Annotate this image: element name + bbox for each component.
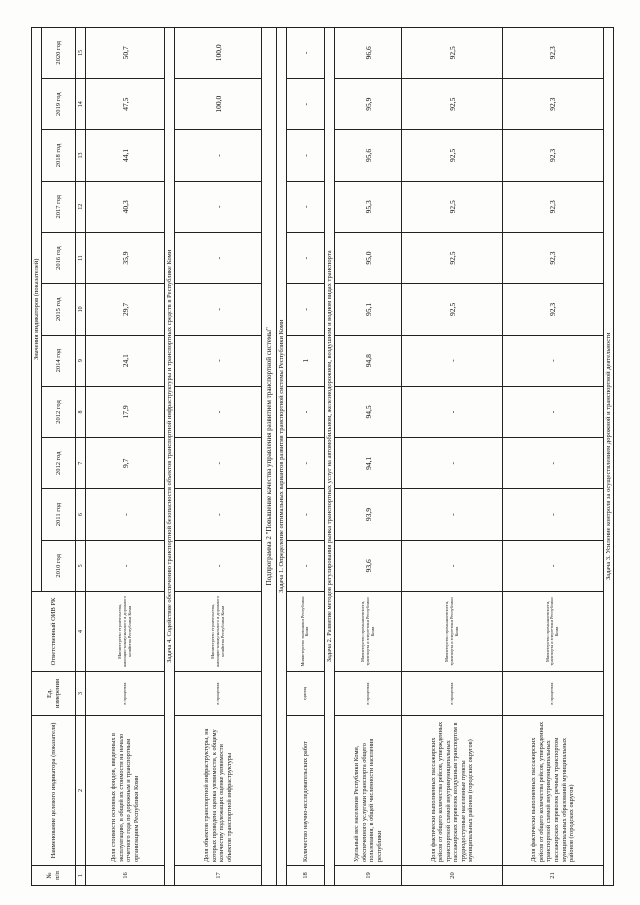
column-number: 12 — [76, 181, 86, 232]
value-cell: - — [402, 386, 503, 437]
row-number: 16 — [86, 866, 164, 886]
value-cell: - — [286, 232, 324, 283]
value-cell: 29,7 — [86, 284, 164, 335]
column-number: 9 — [76, 335, 86, 386]
indicator-name: Доля стоимости основных фондов, введенных в эксплуатацию, в общей их стоимости на начало отчетного года по дорожным и транспортным организациям Республики Коми — [86, 716, 164, 866]
value-cell: - — [174, 232, 261, 283]
unit-cell: единиц — [286, 672, 324, 716]
value-cell: 44,1 — [86, 130, 164, 181]
value-cell: 92,3 — [503, 232, 604, 283]
row-number: 18 — [286, 866, 324, 886]
column-number: 7 — [76, 438, 86, 489]
table-row — [335, 27, 402, 885]
header-unit: Ед. измерения — [32, 672, 76, 716]
value-cell: 95,1 — [335, 284, 402, 335]
value-cell: 94,5 — [335, 386, 402, 437]
unit-cell: в процентах — [402, 672, 503, 716]
value-cell: - — [286, 284, 324, 335]
value-cell: 47,5 — [86, 79, 164, 130]
value-cell: - — [286, 130, 324, 181]
header-year: 2012 год — [42, 386, 76, 437]
column-number: 5 — [76, 540, 86, 591]
task-row — [603, 27, 613, 885]
value-cell: - — [174, 438, 261, 489]
value-cell: 92,3 — [503, 181, 604, 232]
value-cell: 92,5 — [402, 232, 503, 283]
column-number: 11 — [76, 232, 86, 283]
rotated-table-container — [31, 28, 614, 886]
value-cell: - — [174, 335, 261, 386]
value-cell: 95,0 — [335, 232, 402, 283]
value-cell: 93,9 — [335, 489, 402, 540]
value-cell: 100,0 — [174, 79, 261, 130]
table-row — [402, 27, 503, 885]
task-heading: Задача 4. Содействие обеспечению транспортной безопасности объектов транспортной инфраструктуры и транспортных средств в Республике Коми — [164, 27, 174, 885]
value-cell: 92,5 — [402, 284, 503, 335]
indicators-table — [31, 27, 614, 886]
unit-cell: в процентах — [86, 672, 164, 716]
header-year: 2010 год — [42, 540, 76, 591]
value-cell: - — [286, 438, 324, 489]
value-cell: - — [286, 386, 324, 437]
table-row — [174, 27, 261, 885]
table-row — [86, 27, 164, 885]
value-cell: 95,3 — [335, 181, 402, 232]
value-cell: - — [286, 27, 324, 78]
value-cell: 93,6 — [335, 540, 402, 591]
task-heading: Задача 3. Усиление контроля за осуществлением дорожной и транспортной деятельности — [603, 27, 613, 885]
column-number: 3 — [76, 672, 86, 716]
header-year: 2019 год — [42, 79, 76, 130]
task-row — [164, 27, 174, 885]
header-no: № п/п — [32, 866, 76, 886]
task-heading: Задача 1. Определение оптимальных вариантов развития транспортной системы Республики Коми — [276, 27, 286, 885]
value-cell: 40,3 — [86, 181, 164, 232]
value-cell: - — [402, 489, 503, 540]
header-year: 2011 год — [42, 489, 76, 540]
responsible-body: Министерство промышленности, транспорта и энергетики Республики Коми — [503, 592, 604, 672]
header-year: 2014 год — [42, 335, 76, 386]
row-number: 19 — [335, 866, 402, 886]
responsible-body: Министерство экономики Республики Коми — [286, 592, 324, 672]
row-number: 20 — [402, 866, 503, 886]
value-cell: 95,9 — [335, 79, 402, 130]
column-number: 8 — [76, 386, 86, 437]
column-number: 6 — [76, 489, 86, 540]
value-cell: - — [402, 438, 503, 489]
value-cell: - — [503, 386, 604, 437]
indicator-name: Доля фактически выполненных пассажирских рейсов от общего количества рейсов, утвержденных транспортной схемой внутримуниципальных пассажирских перевозок воздушным транспортом в труднодоступные населенные пункты муниципальных районов (городских округов) — [402, 716, 503, 866]
value-cell: 95,6 — [335, 130, 402, 181]
header-year: 2020 год — [42, 27, 76, 78]
value-cell: - — [174, 130, 261, 181]
value-cell: - — [286, 540, 324, 591]
value-cell: 92,3 — [503, 79, 604, 130]
value-cell: - — [503, 438, 604, 489]
value-cell: 24,1 — [86, 335, 164, 386]
value-cell: 9,7 — [86, 438, 164, 489]
table-body — [86, 27, 614, 885]
value-cell: 35,9 — [86, 232, 164, 283]
header-year: 2012 год — [42, 438, 76, 489]
column-number: 10 — [76, 284, 86, 335]
value-cell: - — [174, 540, 261, 591]
value-cell: - — [174, 489, 261, 540]
table-row — [503, 27, 604, 885]
subprogram-heading: Подпрограмма 2 "Повышение качества управления развитием транспортной системы" — [262, 27, 277, 885]
column-number: 4 — [76, 592, 86, 672]
value-cell: - — [503, 335, 604, 386]
value-cell: 50,7 — [86, 27, 164, 78]
value-cell: 92,5 — [402, 130, 503, 181]
value-cell: 92,5 — [402, 79, 503, 130]
value-cell: 92,5 — [402, 27, 503, 78]
indicator-name: Количество научно-исследовательских работ — [286, 716, 324, 866]
value-cell: - — [402, 540, 503, 591]
value-cell: - — [503, 540, 604, 591]
header-numbers-row — [76, 27, 86, 885]
column-number: 2 — [76, 716, 86, 866]
row-number: 17 — [174, 866, 261, 886]
header-year: 2015 год — [42, 284, 76, 335]
header-year: 2017 год — [42, 181, 76, 232]
value-cell: 92,3 — [503, 27, 604, 78]
responsible-body: Министерство строительства, жилищно-коммунального и дорожного хозяйства Республики Коми — [86, 592, 164, 672]
header-values: Значения индикаторов (показателей) — [32, 27, 42, 591]
value-cell: - — [402, 335, 503, 386]
value-cell: 94,1 — [335, 438, 402, 489]
value-cell: 92,5 — [402, 181, 503, 232]
value-cell: 17,9 — [86, 386, 164, 437]
table-row — [286, 27, 324, 885]
value-cell: - — [286, 181, 324, 232]
indicator-name: Удельный вес населения Республики Коми, обеспеченного услугами транспорта общего пользования, в общей численности населения республики — [335, 716, 402, 866]
task-row — [325, 27, 335, 885]
responsible-body: Министерство промышленности, транспорта и энергетики Республики Коми — [335, 592, 402, 672]
value-cell: - — [286, 79, 324, 130]
indicator-name: Доля объектов транспортной инфраструктуры, на которых проведена оценка уязвимости, к общему количеству подлежащих оценке уязвимости объектов транспортной инфраструктуры — [174, 716, 261, 866]
header-year: 2016 год — [42, 232, 76, 283]
task-row — [276, 27, 286, 885]
value-cell: - — [174, 284, 261, 335]
unit-cell: в процентах — [503, 672, 604, 716]
value-cell: - — [174, 181, 261, 232]
value-cell: 92,3 — [503, 284, 604, 335]
value-cell: - — [286, 489, 324, 540]
value-cell: - — [174, 386, 261, 437]
value-cell: 96,6 — [335, 27, 402, 78]
row-number: 21 — [503, 866, 604, 886]
subprogram-row — [262, 27, 277, 885]
unit-cell: в процентах — [335, 672, 402, 716]
task-heading: Задача 2. Развитие методов регулирования рынка транспортных услуг на автомобильном, железнодорожном, воздушном и водном видах транспорта — [325, 27, 335, 885]
header-name: Наименование целевого индикатора (показателя) — [32, 716, 76, 866]
header-year: 2018 год — [42, 130, 76, 181]
unit-cell: в процентах — [174, 672, 261, 716]
value-cell: 94,8 — [335, 335, 402, 386]
indicator-name: Доля фактически выполненных пассажирских рейсов от общего количества рейсов, утвержденных транспортной схемой внутримуниципальных пассажирских перевозок речным транспортом муниципальных образований муниципальных районов (городских округов) — [503, 716, 604, 866]
value-cell: - — [86, 489, 164, 540]
column-number: 15 — [76, 27, 86, 78]
value-cell: - — [503, 489, 604, 540]
column-number: 13 — [76, 130, 86, 181]
value-cell: - — [86, 540, 164, 591]
column-number: 14 — [76, 79, 86, 130]
value-cell: 100,0 — [174, 27, 261, 78]
column-number: 1 — [76, 866, 86, 886]
header-resp: Ответственный ОИВ РК — [32, 592, 76, 672]
value-cell: 1 — [286, 335, 324, 386]
value-cell: 92,3 — [503, 130, 604, 181]
responsible-body: Министерство строительства, жилищно-коммунального и дорожного хозяйства Республики Коми — [174, 592, 261, 672]
responsible-body: Министерство промышленности, транспорта и энергетики Республики Коми — [402, 592, 503, 672]
